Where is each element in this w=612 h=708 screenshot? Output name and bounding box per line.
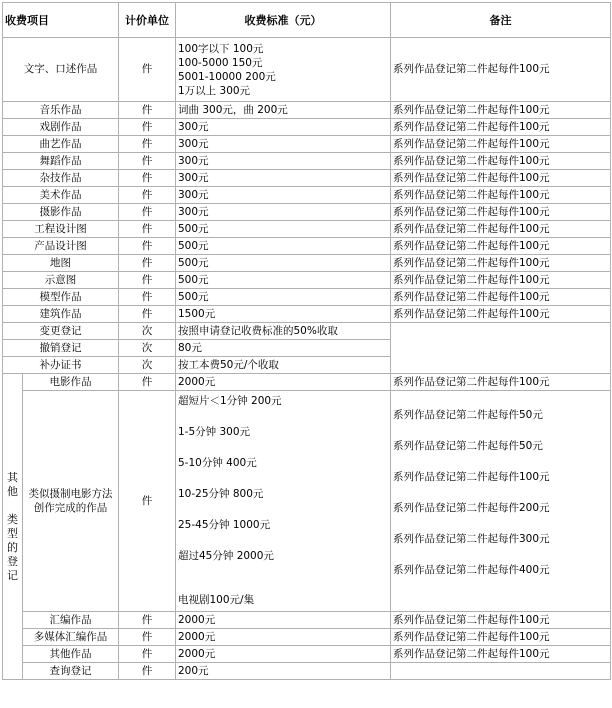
unit-cell: 件 [119, 272, 176, 289]
standard-cell [176, 391, 391, 612]
remark-cell: 系列作品登记第二件起每件100元 [391, 238, 611, 255]
item-cell: 舞蹈作品 [3, 153, 119, 170]
item-cell: 曲艺作品 [3, 136, 119, 153]
standard-line: 5-10分钟 400元 [178, 457, 257, 469]
standard-cell: 300元 [176, 136, 391, 153]
unit-cell: 件 [119, 136, 176, 153]
remark-cell: 系列作品登记第二件起每件100元 [391, 306, 611, 323]
remark-empty [391, 663, 611, 680]
table-row [3, 153, 611, 170]
item-cell: 其他作品 [23, 646, 119, 663]
table-row [3, 612, 611, 629]
unit-cell: 件 [119, 38, 176, 102]
table-row [3, 119, 611, 136]
remark-cell: 系列作品登记第二件起每件100元 [391, 374, 611, 391]
item-cell: 电影作品 [23, 374, 119, 391]
standard-cell: 2000元 [176, 646, 391, 663]
standard-line: 5001-10000 200元 [178, 70, 276, 83]
header-item: 收费项目 [3, 3, 119, 38]
remark-cell: 系列作品登记第二件起每件100元 [391, 204, 611, 221]
unit-cell: 件 [119, 612, 176, 629]
standard-cell: 500元 [176, 238, 391, 255]
item-cell: 产品设计图 [3, 238, 119, 255]
standard-cell: 500元 [176, 221, 391, 238]
unit-cell: 件 [119, 663, 176, 680]
standard-line: 25-45分钟 1000元 [178, 519, 271, 531]
standard-cell: 300元 [176, 119, 391, 136]
standard-cell: 按工本费50元/个收取 [176, 357, 391, 374]
remark-cell: 系列作品登记第二件起每件100元 [391, 255, 611, 272]
standard-line: 100-5000 150元 [178, 56, 263, 69]
standard-cell: 300元 [176, 187, 391, 204]
table-row [3, 187, 611, 204]
unit-cell: 件 [119, 238, 176, 255]
unit-cell: 件 [119, 374, 176, 391]
table-row [3, 204, 611, 221]
standard-line: 1万以上 300元 [178, 84, 251, 97]
table-row [3, 663, 611, 680]
header-row [3, 3, 611, 38]
remark-cell: 系列作品登记第二件起每件100元 [391, 153, 611, 170]
remark-cell: 系列作品登记第二件起每件100元 [391, 119, 611, 136]
item-cell: 补办证书 [3, 357, 119, 374]
item-cell: 多媒体汇编作品 [23, 629, 119, 646]
standard-cell: 500元 [176, 255, 391, 272]
standard-cell: 2000元 [176, 612, 391, 629]
table-row [3, 38, 611, 102]
remark-cell: 系列作品登记第二件起每件100元 [391, 170, 611, 187]
unit-cell: 件 [119, 391, 176, 612]
item-cell: 地图 [3, 255, 119, 272]
other-types-label: 其 他 类 型 的 登 记 [3, 374, 23, 680]
remark-cell: 系列作品登记第二件起每件100元 [391, 221, 611, 238]
table-row [3, 136, 611, 153]
standard-cell: 200元 [176, 663, 391, 680]
table-row [3, 289, 611, 306]
standard-cell: 2000元 [176, 629, 391, 646]
standard-line: 10-25分钟 800元 [178, 488, 264, 500]
unit-cell: 件 [119, 170, 176, 187]
standard-cell: 300元 [176, 170, 391, 187]
table-row [3, 102, 611, 119]
item-cell: 汇编作品 [23, 612, 119, 629]
unit-cell: 件 [119, 102, 176, 119]
unit-cell: 件 [119, 221, 176, 238]
regular-rows [3, 102, 611, 323]
standard-cell [176, 38, 391, 102]
header-unit: 计价单位 [119, 3, 176, 38]
unit-cell: 次 [119, 357, 176, 374]
remark-cell [391, 391, 611, 612]
item-cell: 类似摄制电影方法创作完成的作品 [23, 391, 119, 612]
remark-cell: 系列作品登记第二件起每件100元 [391, 38, 611, 102]
unit-cell: 次 [119, 340, 176, 357]
item-cell: 美术作品 [3, 187, 119, 204]
remark-cell: 系列作品登记第二件起每件100元 [391, 187, 611, 204]
standard-line: 1-5分钟 300元 [178, 426, 251, 438]
standard-line: 100字以下 100元 [178, 42, 264, 55]
remark-cell: 系列作品登记第二件起每件100元 [391, 629, 611, 646]
remark-cell: 系列作品登记第二件起每件100元 [391, 612, 611, 629]
standard-cell: 词曲 300元，曲 200元 [176, 102, 391, 119]
item-cell: 摄影作品 [3, 204, 119, 221]
remark-cell: 系列作品登记第二件起每件100元 [391, 646, 611, 663]
remark-cell: 系列作品登记第二件起每件100元 [391, 136, 611, 153]
table-row [3, 646, 611, 663]
standard-cell: 80元 [176, 340, 391, 357]
tv-series-line: 电视剧100元/集 [178, 594, 255, 606]
unit-cell: 件 [119, 646, 176, 663]
unit-cell: 件 [119, 119, 176, 136]
table-row [3, 391, 611, 612]
remark-empty [391, 323, 611, 374]
standard-cell: 2000元 [176, 374, 391, 391]
item-cell: 文字、口述作品 [3, 38, 119, 102]
standard-line: 超过45分钟 2000元 [178, 550, 274, 562]
item-cell: 变更登记 [3, 323, 119, 340]
header-remark: 备注 [391, 3, 611, 38]
unit-cell: 件 [119, 306, 176, 323]
unit-cell: 件 [119, 255, 176, 272]
fee-table [2, 2, 611, 680]
remark-line: 系列作品登记第二件起每件50元 [393, 409, 543, 421]
standard-cell: 300元 [176, 153, 391, 170]
unit-cell: 件 [119, 187, 176, 204]
item-cell: 模型作品 [3, 289, 119, 306]
table-row [3, 629, 611, 646]
item-cell: 杂技作品 [3, 170, 119, 187]
unit-cell: 件 [119, 629, 176, 646]
item-cell: 建筑作品 [3, 306, 119, 323]
unit-cell: 次 [119, 323, 176, 340]
standard-cell: 500元 [176, 289, 391, 306]
remark-line: 系列作品登记第二件起每件400元 [393, 564, 550, 576]
standard-cell: 1500元 [176, 306, 391, 323]
remark-line: 系列作品登记第二件起每件300元 [393, 533, 550, 545]
table-row [3, 272, 611, 289]
item-cell: 戏剧作品 [3, 119, 119, 136]
table-row [3, 374, 611, 391]
standard-line: 超短片＜1分钟 200元 [178, 395, 282, 407]
table-row [3, 323, 611, 340]
unit-cell: 件 [119, 153, 176, 170]
standard-cell: 500元 [176, 272, 391, 289]
table-row [3, 170, 611, 187]
unit-cell: 件 [119, 289, 176, 306]
table-row [3, 306, 611, 323]
item-cell: 音乐作品 [3, 102, 119, 119]
item-cell: 查询登记 [23, 663, 119, 680]
header-standard: 收费标准（元） [176, 3, 391, 38]
remark-line: 系列作品登记第二件起每件100元 [393, 471, 550, 483]
item-cell: 示意图 [3, 272, 119, 289]
table-row [3, 255, 611, 272]
table-row [3, 238, 611, 255]
table-row [3, 221, 611, 238]
remark-cell: 系列作品登记第二件起每件100元 [391, 289, 611, 306]
item-cell: 工程设计图 [3, 221, 119, 238]
remark-line: 系列作品登记第二件起每件200元 [393, 502, 550, 514]
remark-line: 系列作品登记第二件起每件50元 [393, 440, 543, 452]
unit-cell: 件 [119, 204, 176, 221]
item-cell: 撤销登记 [3, 340, 119, 357]
remark-cell: 系列作品登记第二件起每件100元 [391, 102, 611, 119]
standard-cell: 300元 [176, 204, 391, 221]
remark-cell: 系列作品登记第二件起每件100元 [391, 272, 611, 289]
standard-cell: 按照申请登记收费标准的50%收取 [176, 323, 391, 340]
